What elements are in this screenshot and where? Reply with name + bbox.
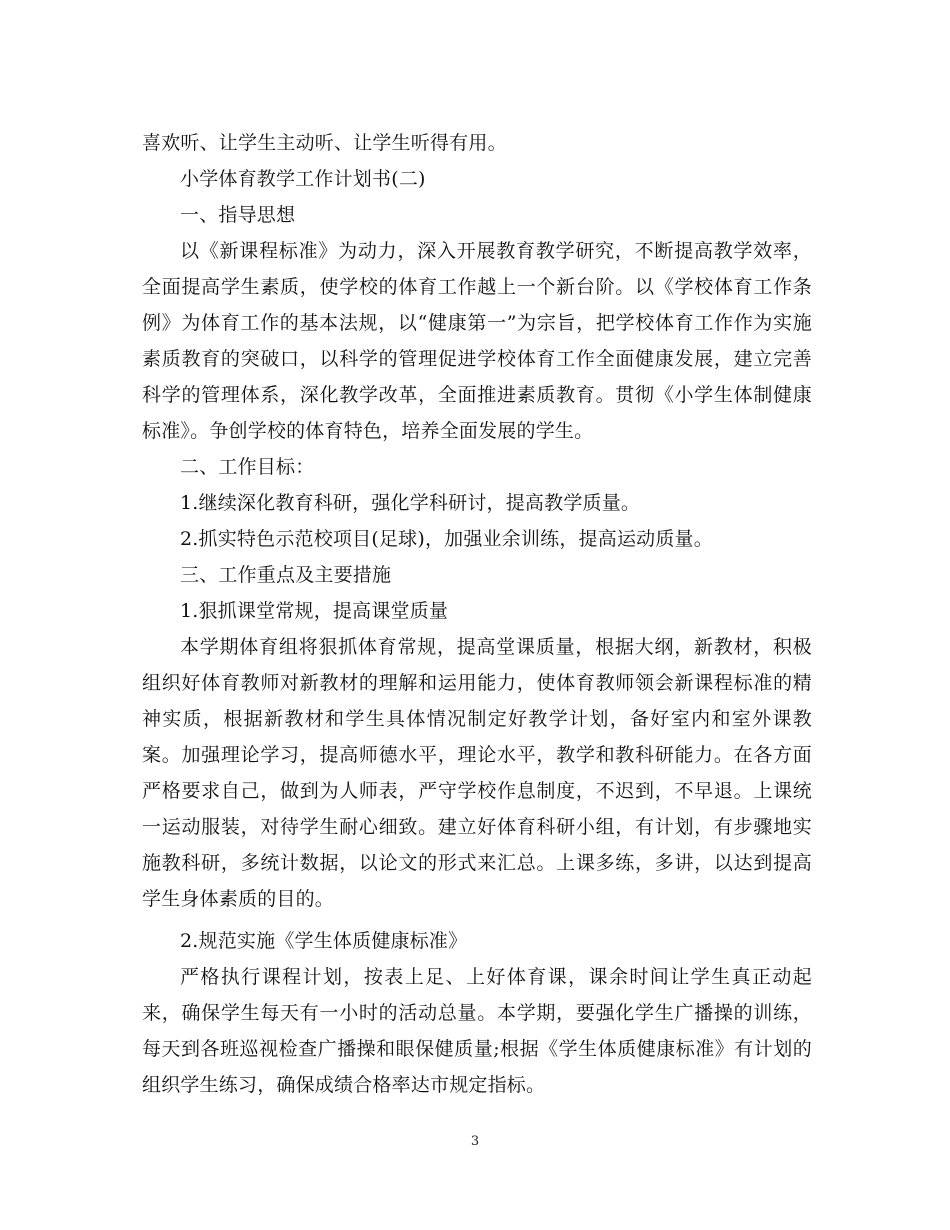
paragraph-health-standard: 严格执行课程计划，按表上足、上好体育课，课余时间让学生真正动起来，确保学生每天有一小时的活动总量。本学期，要强化学生广播操的训练，每天到各班巡视检查广播操和眼保健质量;根据《学生体质健康标准》有计划的组织学生练习，确保成绩合格率达市规定指标。 [142, 966, 812, 1096]
document-title: 小学体育教学工作计划书(二) [180, 168, 426, 190]
subheading-classroom-routine: 1.狠抓课堂常规，提高课堂质量 [180, 600, 449, 622]
goal-item-2: 2.抓实特色示范校项目(足球)，加强业余训练，提高运动质量。 [180, 528, 713, 550]
section-heading-work-goals: 二、工作目标： [180, 456, 315, 478]
paragraph-continuation: 喜欢听、让学生主动听、让学生听得有用。 [142, 132, 507, 154]
goal-item-1: 1.继续深化教育科研，强化学科研讨，提高教学质量。 [180, 492, 641, 514]
paragraph-classroom-routine: 本学期体育组将狠抓体育常规，提高堂课质量，根据大纲，新教材，积极组织好体育教师对新教材的理解和运用能力，使体育教师领会新课程标准的精神实质，根据新教材和学生具体情况制定好教学计划，备好室内和室外课教案。加强理论学习，提高师德水平，理论水平，教学和教科研能力。在各方面严格要求自己，做到为人师表，严守学校作息制度，不迟到，不早退。上课统一运动服装，对待学生耐心细致。建立好体育科研小组，有计划，有步骤地实施教科研，多统计数据，以论文的形式来汇总。上课多练，多讲，以达到提高学生身体素质的目的。 [142, 636, 812, 910]
page-number: 3 [470, 1134, 480, 1149]
section-heading-guiding-ideology: 一、指导思想 [180, 204, 296, 226]
paragraph-guiding-ideology: 以《新课程标准》为动力，深入开展教育教学研究，不断提高教学效率，全面提高学生素质，使学校的体育工作越上一个新台阶。以《学校体育工作条例》为体育工作的基本法规，以“健康第一”为宗旨，把学校体育工作作为实施素质教育的突破口，以科学的管理促进学校体育工作全面健康发展，建立完善科学的管理体系，深化教学改革，全面推进素质教育。贯彻《小学生体制健康标准》。争创学校的体育特色，培养全面发展的学生。 [142, 240, 812, 442]
section-heading-key-measures: 三、工作重点及主要措施 [180, 564, 392, 586]
document-body [142, 125, 812, 1103]
subheading-health-standard: 2.规范实施《学生体质健康标准》 [180, 930, 468, 952]
